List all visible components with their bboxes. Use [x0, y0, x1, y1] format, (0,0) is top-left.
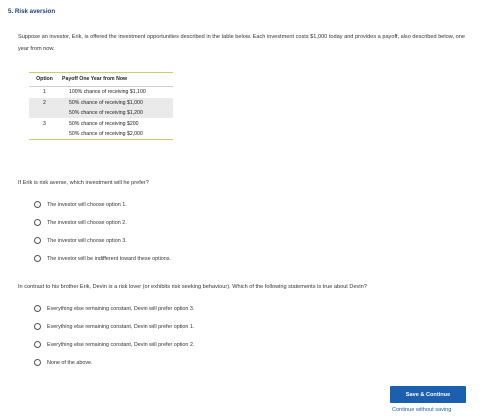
table-row: [29, 98, 173, 109]
radio-button[interactable]: [34, 255, 41, 262]
column-header-option: Option: [29, 73, 60, 87]
radio-button[interactable]: [34, 237, 41, 244]
continue-without-saving-link[interactable]: Continue without saving: [392, 407, 452, 413]
q2-option-3[interactable]: [34, 341, 194, 348]
question-title: 5. Risk aversion: [8, 8, 56, 15]
q2-option-2[interactable]: [34, 323, 194, 330]
option-cell: 2: [29, 98, 60, 109]
table-row: [29, 108, 173, 119]
q1-option-1[interactable]: [34, 201, 127, 208]
option-label: The investor will choose option 2.: [47, 219, 127, 226]
radio-button[interactable]: [34, 305, 41, 312]
column-header-payoff: Payoff One Year from Now: [60, 73, 173, 87]
radio-button[interactable]: [34, 341, 41, 348]
option-cell: [29, 108, 60, 119]
radio-button[interactable]: [34, 201, 41, 208]
payoff-cell: 50% chance of receiving $200: [60, 119, 173, 130]
option-label: The investor will choose option 3.: [47, 237, 127, 244]
question-1-prompt: If Erik is risk averse, which investment will he prefer?: [18, 180, 149, 186]
option-label: Everything else remaining constant, Devin will prefer option 2.: [47, 341, 195, 348]
table-row: [29, 87, 173, 98]
q1-option-2[interactable]: [34, 219, 127, 226]
option-label: None of the above.: [47, 359, 93, 366]
table-row: [29, 119, 173, 130]
q1-option-4[interactable]: [34, 255, 171, 262]
save-continue-button[interactable]: Save & Continue: [390, 386, 466, 403]
q2-option-4[interactable]: [34, 359, 93, 366]
payoff-cell: 100% chance of receiving $1,100: [69, 89, 146, 95]
radio-button[interactable]: [34, 359, 41, 366]
intro-text: Suppose an investor, Erik, is offered the investment opportunities described in the table below. Each investment costs $1,000 today and provides a payoff, also described below, one year from now.: [18, 34, 465, 52]
payoff-cell: 50% chance of receiving $1,200: [60, 108, 173, 119]
option-cell: 1: [43, 89, 46, 95]
option-label: Everything else remaining constant, Devin will prefer option 3.: [47, 305, 195, 312]
payoff-cell: 50% chance of receiving $2,000: [60, 129, 173, 140]
option-label: The investor will choose option 1.: [47, 201, 127, 208]
q2-option-1[interactable]: [34, 305, 194, 312]
question-2-prompt: In contrast to his brother Erik, Devin is a risk lover (or exhibits risk seeking behaviour). Which of the following statements is true about Devin?: [18, 284, 367, 290]
option-cell: [29, 129, 60, 140]
radio-button[interactable]: [34, 323, 41, 330]
option-cell: 3: [29, 119, 60, 130]
q1-option-3[interactable]: [34, 237, 127, 244]
radio-button[interactable]: [34, 219, 41, 226]
option-label: The investor will be indifferent toward these options.: [47, 255, 171, 262]
table-row: [29, 129, 173, 140]
option-label: Everything else remaining constant, Devin will prefer option 1.: [47, 323, 195, 330]
investment-table: [29, 72, 173, 140]
payoff-cell: 50% chance of receiving $1,000: [60, 98, 173, 109]
